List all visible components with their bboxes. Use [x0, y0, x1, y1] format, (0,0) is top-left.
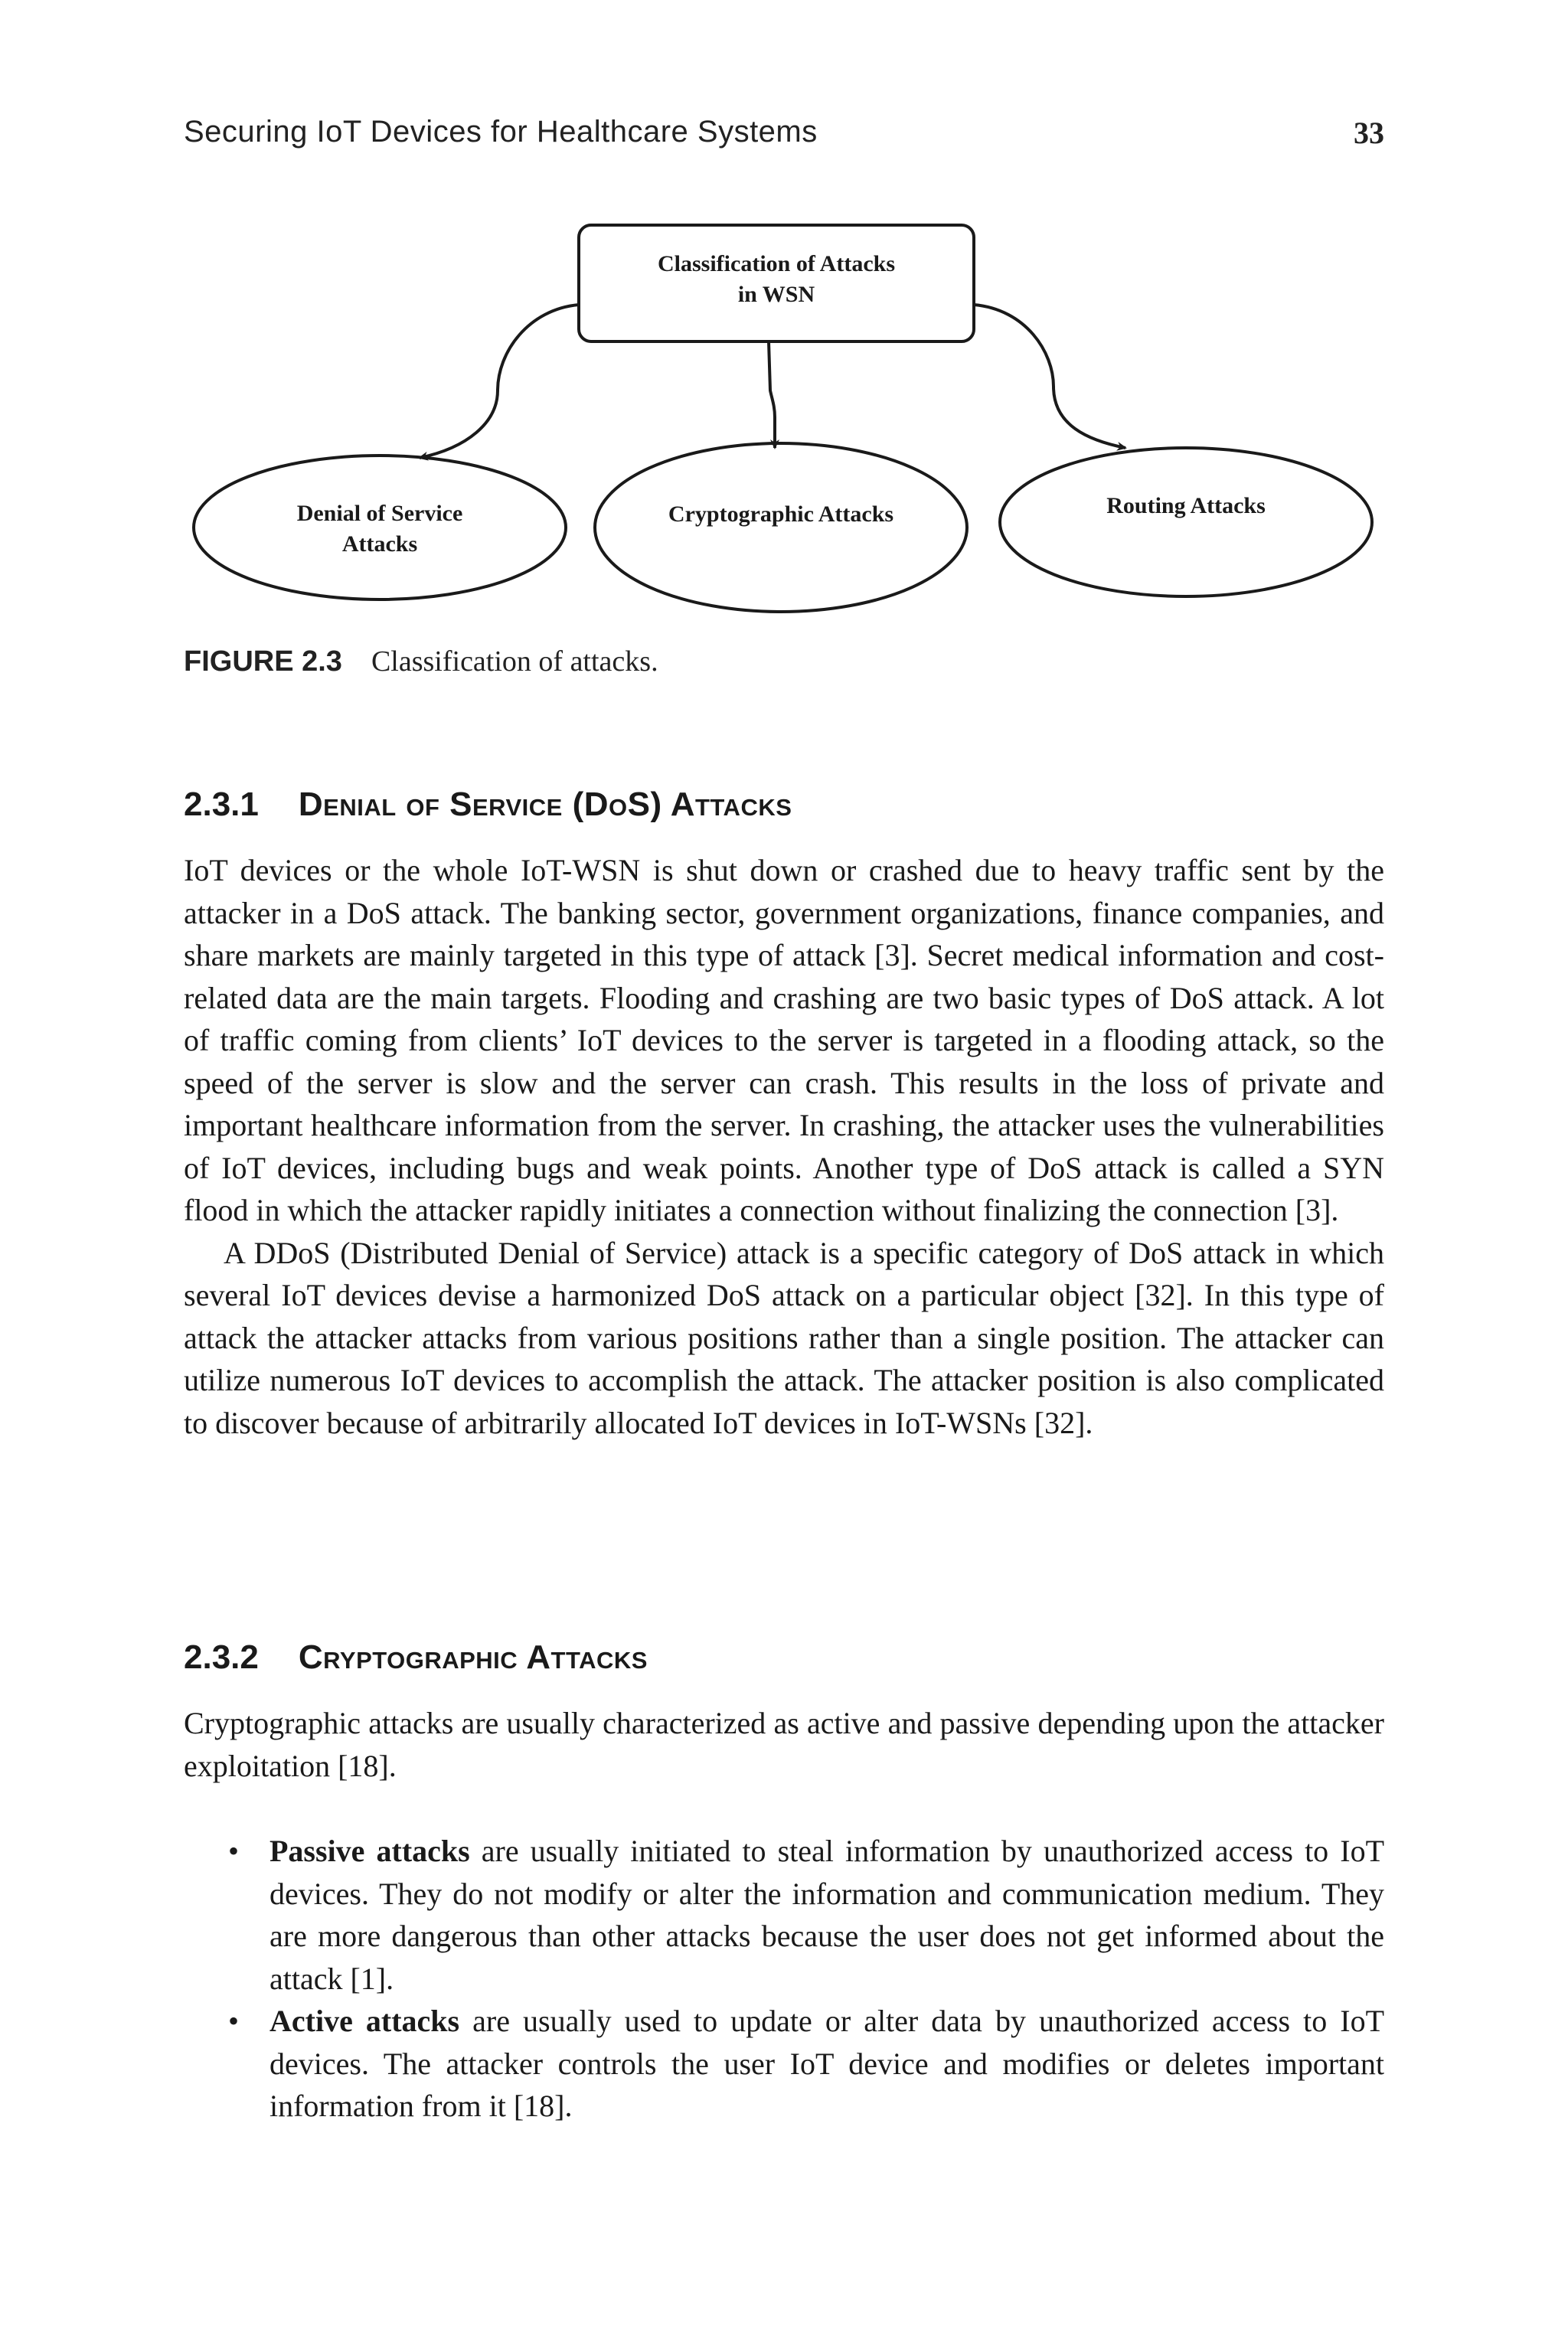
arrow-to-crypto [769, 341, 775, 448]
arrow-to-dos [420, 305, 579, 458]
root-node-line1: Classification of Attacks [658, 251, 895, 276]
crypto-node-line1: Cryptographic Attacks [668, 501, 894, 527]
root-node-label [579, 249, 974, 310]
root-node-line2: in WSN [737, 282, 815, 307]
routing-node-line1: Routing Attacks [1106, 493, 1266, 518]
section-title: Denial of Service (DoS) Attacks [298, 786, 792, 823]
dos-node-line1: Denial of Service [296, 501, 463, 526]
crypto-node-label [628, 499, 934, 530]
paragraph: A DDoS (Distributed Denial of Service) attack is a specific category of DoS attack in which several IoT devices devise a harmonized DoS attack on a particular object [32]. In this type of attack the attacker attacks from various positions rather than a single position. The attacker can utilize numerous IoT devices to accomplish the attack. The attacker position is also complicated to discover because of arbitrarily allocated IoT devices in IoT-WSNs [32]. [184, 1235, 1384, 1440]
section-intro-cryptographic [184, 1702, 1384, 1787]
dos-node-line2: Attacks [341, 531, 418, 557]
figure-caption-text: Classification of attacks. [371, 645, 658, 678]
list-item-passive [184, 1830, 1384, 2000]
attack-types-list [184, 1830, 1384, 2128]
dos-node-label [227, 498, 533, 560]
list-item-lead: Active attacks [270, 2004, 460, 2038]
figure-caption-label: FIGURE 2.3 [184, 645, 342, 678]
paragraph: IoT devices or the whole IoT-WSN is shut down or crashed due to heavy traffic sent by the attacker in a DoS attack. The banking sector, government organizations, finance companies, and share markets are mainly targeted in this type of attack [3]. Secret medical information and cost-related data are the main targets. Flooding and crashing are two basic types of DoS attack. A lot of traffic coming from clients’ IoT devices to the server is targeted in a flooding attack, so the speed of the server is slow and the server can crash. This results in the loss of private and important healthcare information from the server. In crashing, the attacker uses the vulnerabilities of IoT devices, including bugs and weak points. Another type of DoS attack is called a SYN flood in which the attacker rapidly initiates a connection without finalizing the connection [3]. [184, 853, 1384, 1227]
list-item-text: are usually used to update or alter data by unauthorized access to IoT devices. The attacker controls the user IoT device and modifies or deletes important information from it [18]. [270, 2004, 1384, 2123]
paragraph: Cryptographic attacks are usually characterized as active and passive depending upon the attacker exploitation [18]. [184, 1706, 1384, 1783]
list-item-text: are usually initiated to steal information by unauthorized access to IoT devices. They do not modify or alter the information and communication medium. They are more dangerous than other attacks because the user does not get informed about the attack [1]. [270, 1834, 1384, 1996]
arrow-to-routing [974, 305, 1125, 448]
routing-node-label [1033, 491, 1339, 521]
routing-node-ellipse [1000, 448, 1372, 596]
page-number: 33 [1354, 116, 1384, 150]
section-body-dos [184, 849, 1384, 1444]
section-number: 2.3.1 [184, 786, 259, 823]
section-heading-cryptographic [184, 1638, 648, 1677]
figure-classification-of-attacks [0, 0, 1568, 658]
figure-caption [184, 645, 658, 678]
section-title: Cryptographic Attacks [298, 1638, 648, 1676]
diagram-canvas [0, 0, 1568, 658]
section-number: 2.3.2 [184, 1638, 259, 1676]
running-title: Securing IoT Devices for Healthcare Systems [184, 115, 818, 149]
bullet-icon: • [228, 1834, 240, 1868]
section-heading-dos [184, 786, 792, 824]
list-item-lead: Passive attacks [270, 1834, 470, 1868]
bullet-icon: • [228, 2004, 240, 2038]
list-item-active [184, 2000, 1384, 2128]
